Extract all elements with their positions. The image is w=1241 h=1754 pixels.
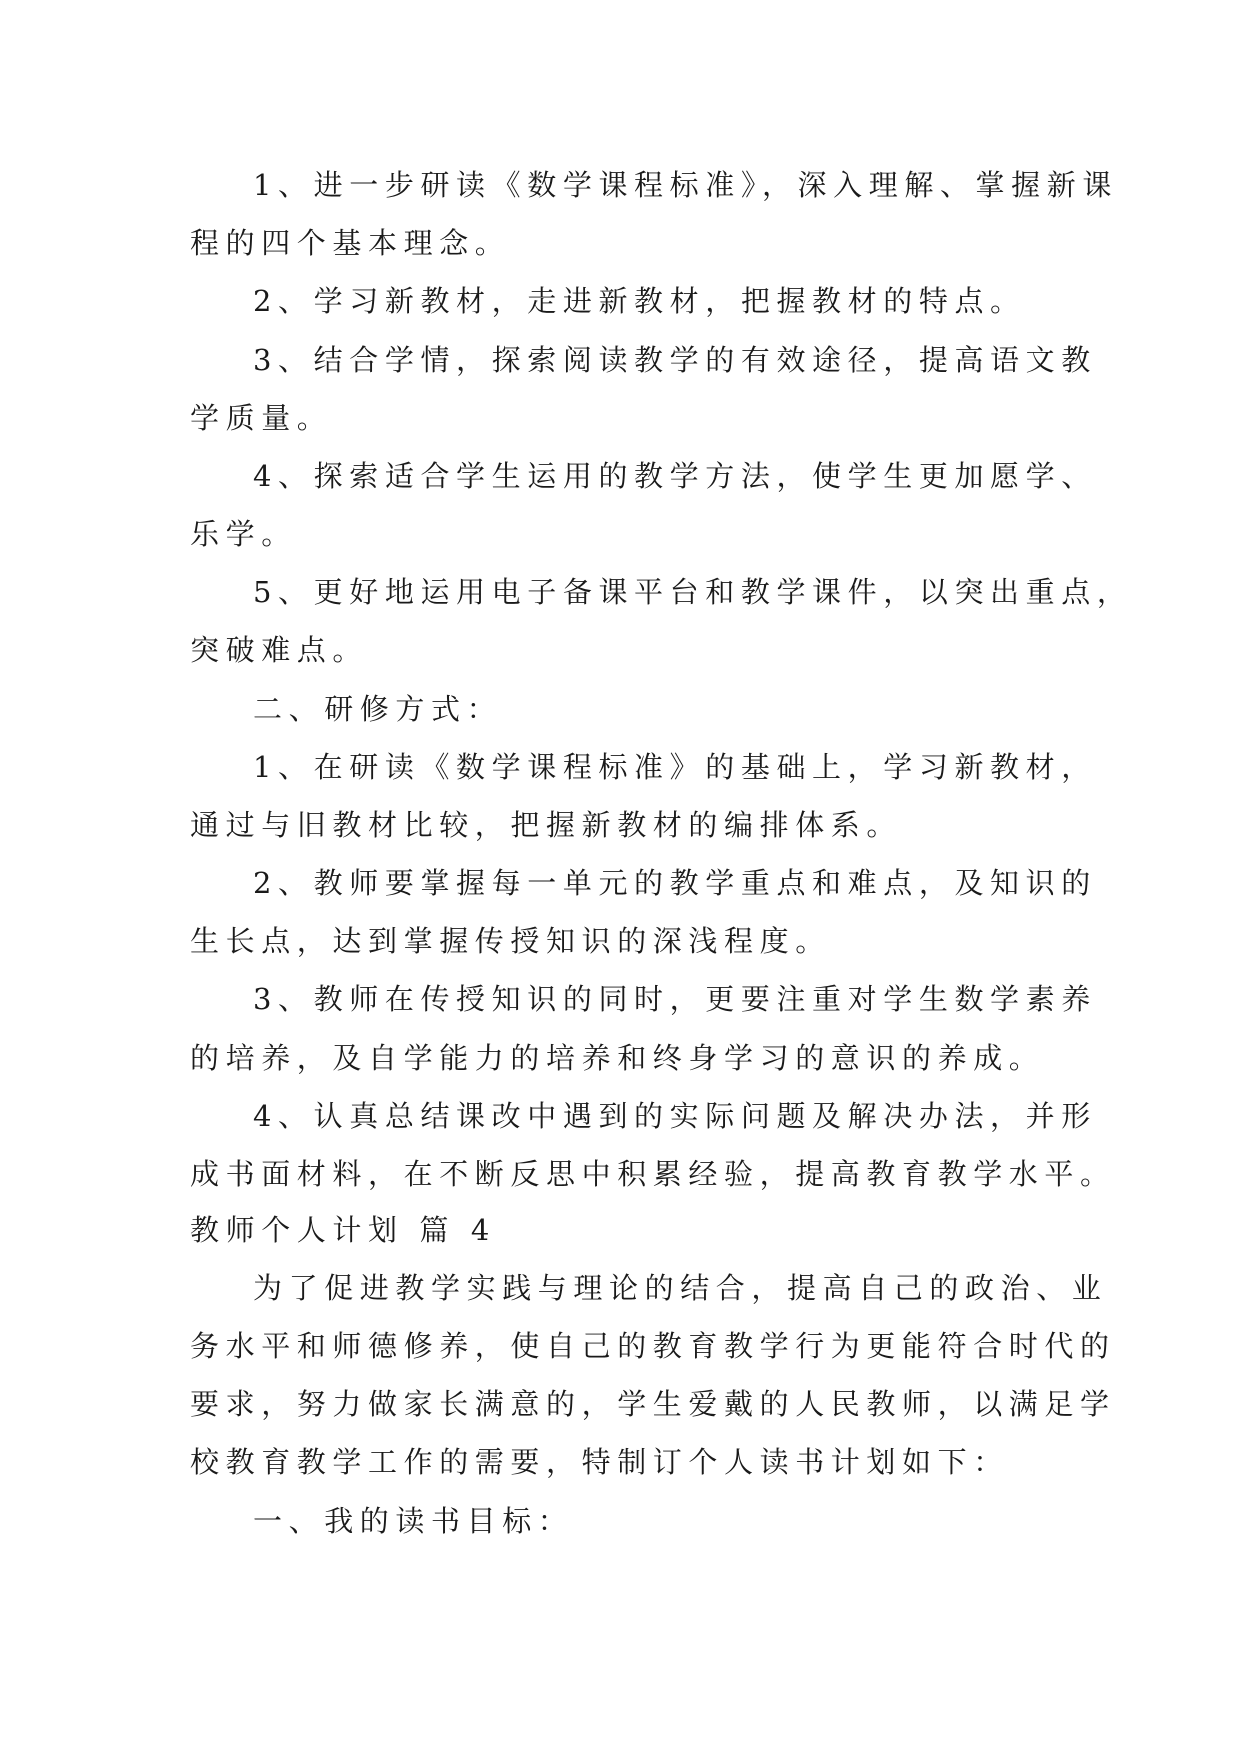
paragraph-line: 通过与旧教材比较，把握新教材的编排体系。: [190, 808, 903, 842]
paragraph-line: 成书面材料，在不断反思中积累经验，提高教育教学水平。: [190, 1157, 1116, 1191]
paragraph-line: 突破难点。: [190, 633, 369, 667]
paragraph-line: 生长点，达到掌握传授知识的深浅程度。: [190, 924, 831, 958]
paragraph-line: 学质量。: [190, 401, 333, 435]
paragraph-line: 1、进一步研读《数学课程标准》，深入理解、掌握新课: [253, 168, 1118, 202]
paragraph-line: 2、学习新教材，走进新教材，把握教材的特点。: [253, 284, 1026, 318]
section-heading: 一、我的读书目标：: [253, 1504, 574, 1538]
paragraph-line: 乐学。: [190, 517, 297, 551]
paragraph-line: 3、结合学情，探索阅读教学的有效途径，提高语文教: [253, 343, 1097, 377]
paragraph-line: 为了促进教学实践与理论的结合，提高自己的政治、业: [253, 1271, 1108, 1305]
paragraph-line: 的培养，及自学能力的培养和终身学习的意识的养成。: [190, 1041, 1045, 1075]
paragraph-line: 3、教师在传授知识的同时，更要注重对学生数学素养: [253, 982, 1097, 1016]
paragraph-line: 5、更好地运用电子备课平台和教学课件，以突出重点，: [253, 575, 1133, 609]
paragraph-line: 1、在研读《数学课程标准》的基础上，学习新教材，: [253, 750, 1097, 784]
paragraph-line: 程的四个基本理念。: [190, 226, 511, 260]
paragraph-line: 要求，努力做家长满意的，学生爱戴的人民教师，以满足学: [190, 1387, 1116, 1421]
paragraph-line: 2、教师要掌握每一单元的教学重点和难点，及知识的: [253, 866, 1097, 900]
paragraph-line: 4、探索适合学生运用的教学方法，使学生更加愿学、: [253, 459, 1097, 493]
paragraph-line: 务水平和师德修养，使自己的教育教学行为更能符合时代的: [190, 1329, 1116, 1363]
section-heading: 二、研修方式：: [253, 692, 503, 726]
paragraph-line: 4、认真总结课改中遇到的实际问题及解决办法，并形: [253, 1099, 1097, 1133]
paragraph-line: 校教育教学工作的需要，特制订个人读书计划如下：: [190, 1445, 1009, 1479]
article-title: 教师个人计划 篇 4: [190, 1213, 496, 1247]
